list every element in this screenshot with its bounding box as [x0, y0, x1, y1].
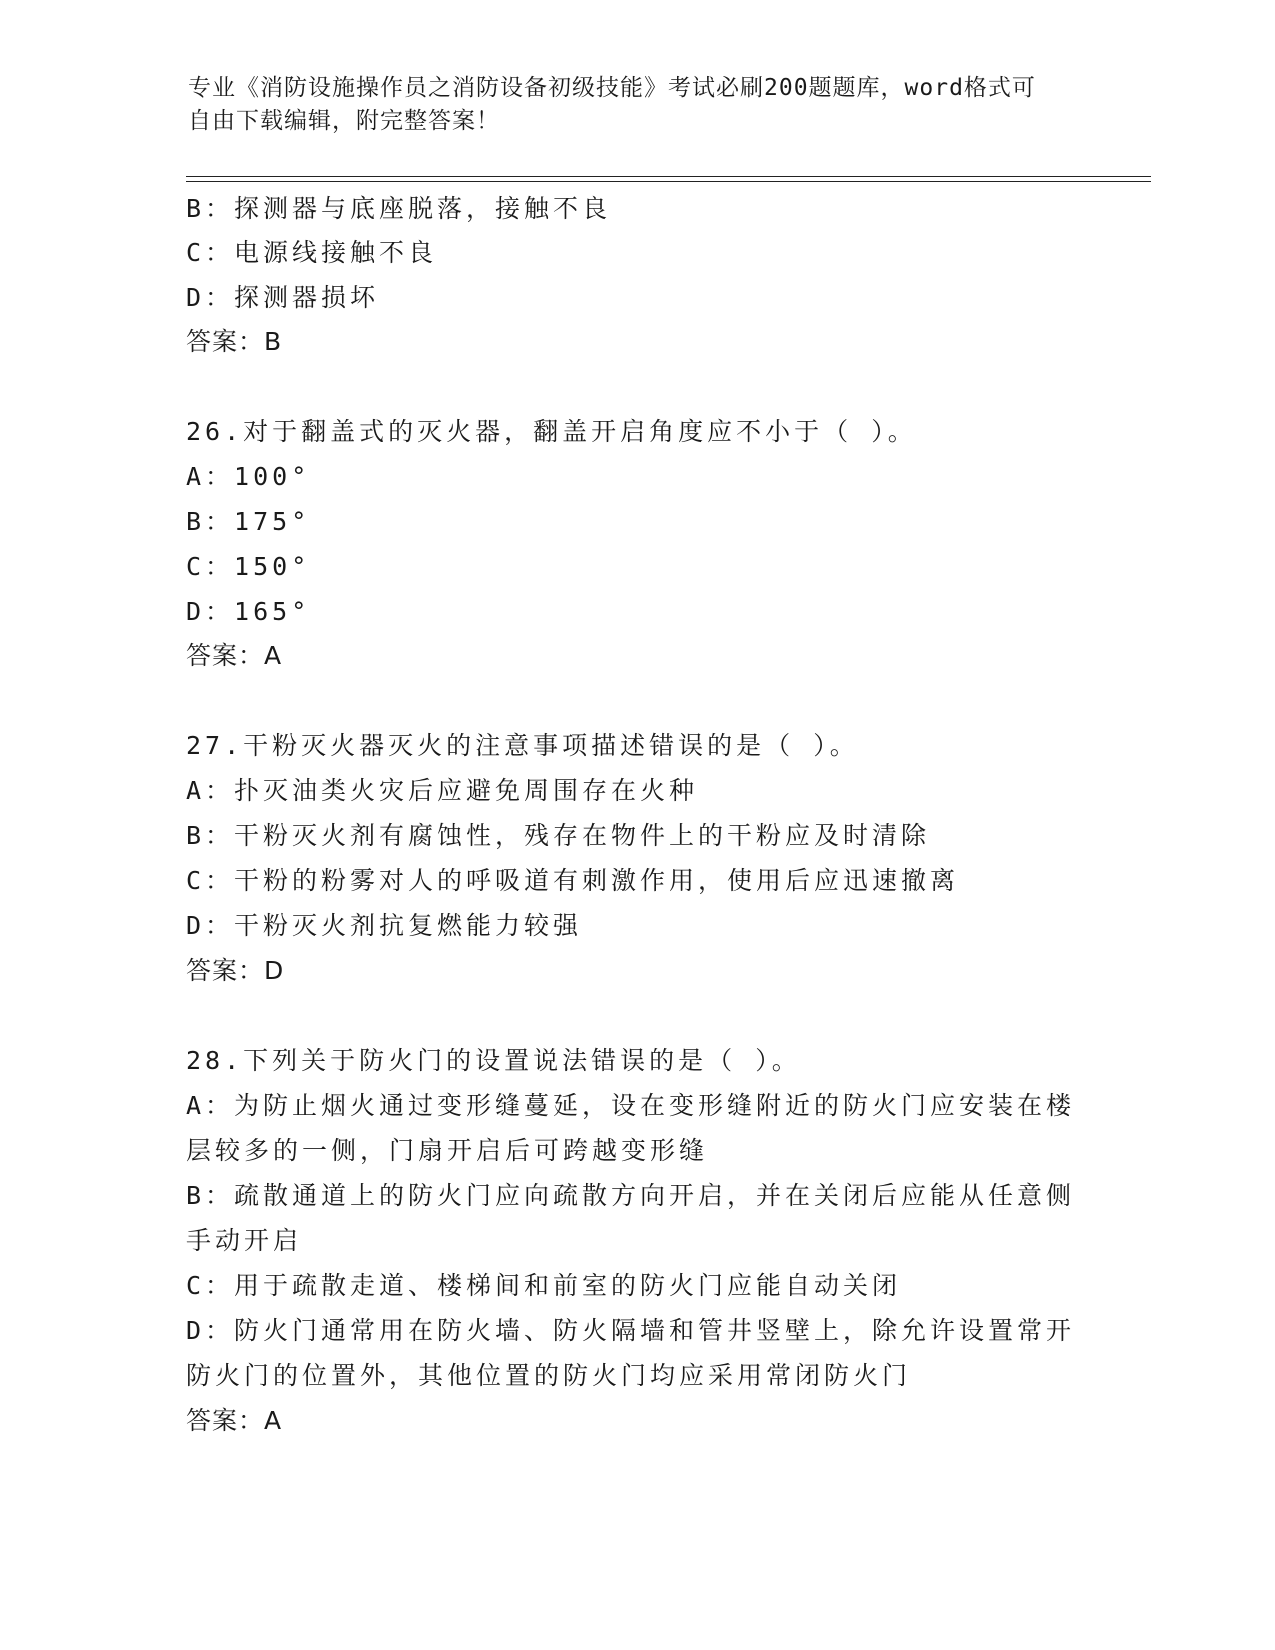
q28-option-d-line-1: D：防火门通常用在防火墙、防火隔墙和管井竖壁上，除允许设置常开 — [186, 1316, 1076, 1345]
q28-option-a-line-1: A：为防止烟火通过变形缝蔓延，设在变形缝附近的防火门应安装在楼 — [186, 1091, 1076, 1120]
header-line-1: 专业《消防设施操作员之消防设备初级技能》考试必刷200题题库，word格式可 — [188, 75, 1036, 101]
header-divider-top — [186, 176, 1151, 177]
q25-option-c: C：电源线接触不良 — [186, 238, 438, 267]
q28-option-a-line-2: 层较多的一侧，门扇开启后可跨越变形缝 — [186, 1136, 709, 1165]
q26-option-d: D：165° — [186, 597, 311, 626]
q27-option-c: C：干粉的粉雾对人的呼吸道有刺激作用，使用后应迅速撤离 — [186, 866, 960, 895]
q28-option-b-line-2: 手动开启 — [186, 1226, 303, 1255]
q25-option-d: D：探测器损坏 — [186, 283, 380, 312]
q27-answer: 答案：D — [186, 956, 285, 985]
q28-question: 28.下列关于防火门的设置说法错误的是（ ）。 — [186, 1046, 801, 1075]
q27-question: 27.干粉灭火器灭火的注意事项描述错误的是（ ）。 — [186, 731, 859, 760]
header-line-2: 自由下载编辑，附完整答案！ — [188, 108, 500, 134]
q28-option-b-line-1: B：疏散通道上的防火门应向疏散方向开启，并在关闭后应能从任意侧 — [186, 1181, 1076, 1210]
q26-question: 26.对于翻盖式的灭火器，翻盖开启角度应不小于（ ）。 — [186, 417, 917, 446]
q28-option-d-line-2: 防火门的位置外，其他位置的防火门均应采用常闭防火门 — [186, 1361, 912, 1390]
q28-answer: 答案：A — [186, 1406, 283, 1435]
q26-answer: 答案：A — [186, 641, 283, 670]
q26-option-c: C：150° — [186, 552, 311, 581]
document-header — [188, 72, 1088, 138]
header-divider-bottom — [186, 181, 1151, 182]
q25-option-b: B：探测器与底座脱落，接触不良 — [186, 194, 612, 223]
q26-option-b: B：175° — [186, 507, 311, 536]
q27-option-a: A：扑灭油类火灾后应避免周围存在火种 — [186, 776, 699, 805]
q26-option-a: A：100° — [186, 462, 311, 491]
q28-option-c: C：用于疏散走道、楼梯间和前室的防火门应能自动关闭 — [186, 1271, 902, 1300]
q27-option-d: D：干粉灭火剂抗复燃能力较强 — [186, 911, 583, 940]
q27-option-b: B：干粉灭火剂有腐蚀性，残存在物件上的干粉应及时清除 — [186, 821, 931, 850]
q25-answer: 答案：B — [186, 327, 283, 356]
